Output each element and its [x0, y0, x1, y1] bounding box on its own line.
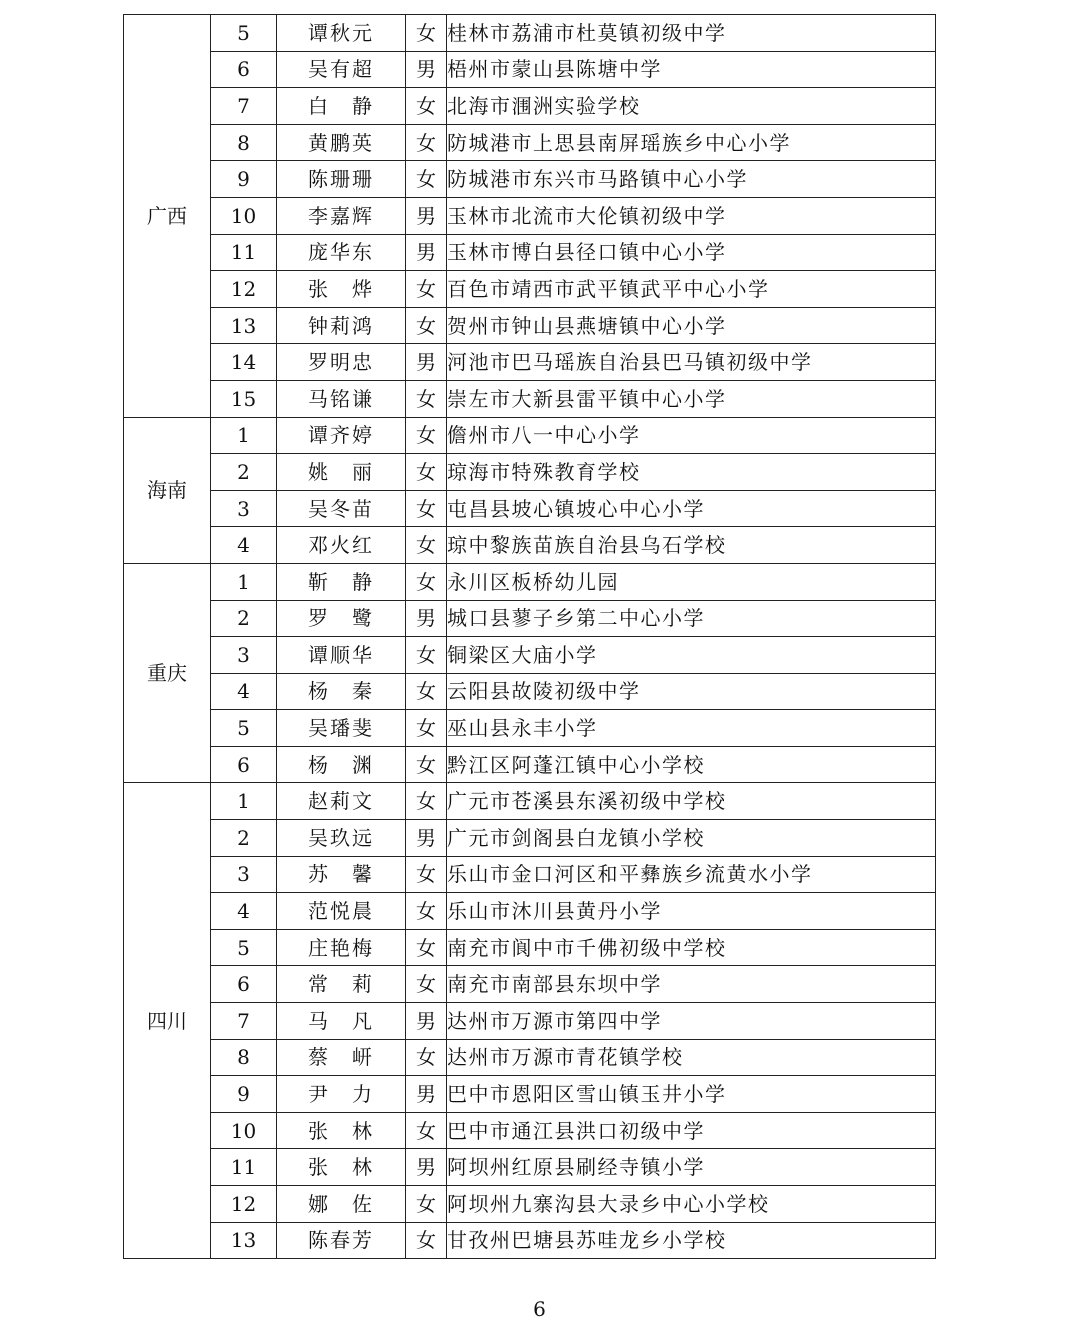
gender: 女: [406, 527, 447, 564]
row-number: 6: [211, 966, 277, 1003]
school-name: 云阳县故陵初级中学: [447, 673, 936, 710]
teacher-name: 李嘉辉: [277, 197, 406, 234]
row-number: 7: [211, 1003, 277, 1040]
gender: 女: [406, 124, 447, 161]
gender: 男: [406, 1149, 447, 1186]
gender: 女: [406, 88, 447, 125]
gender: 女: [406, 563, 447, 600]
row-number: 15: [211, 380, 277, 417]
school-name: 琼中黎族苗族自治县乌石学校: [447, 527, 936, 564]
school-name: 百色市靖西市武平镇武平中心小学: [447, 271, 936, 308]
gender: 女: [406, 1222, 447, 1259]
table-row: [124, 1003, 936, 1040]
teacher-name: 赵莉文: [277, 783, 406, 820]
school-name: 贺州市钟山县燕塘镇中心小学: [447, 307, 936, 344]
table-row: [124, 1222, 936, 1259]
table-row: [124, 88, 936, 125]
province-cell: 重庆: [124, 563, 211, 783]
school-name: 甘孜州巴塘县苏哇龙乡小学校: [447, 1222, 936, 1259]
row-number: 7: [211, 88, 277, 125]
school-name: 崇左市大新县雷平镇中心小学: [447, 380, 936, 417]
roster-body: [124, 15, 936, 1259]
table-row: [124, 710, 936, 747]
school-name: 防城港市上思县南屏瑶族乡中心小学: [447, 124, 936, 161]
table-row: [124, 929, 936, 966]
table-row: [124, 856, 936, 893]
teacher-name: 谭顺华: [277, 637, 406, 674]
row-number: 8: [211, 124, 277, 161]
table-row: [124, 271, 936, 308]
table-row: [124, 1112, 936, 1149]
row-number: 13: [211, 1222, 277, 1259]
row-number: 3: [211, 637, 277, 674]
school-name: 儋州市八一中心小学: [447, 417, 936, 454]
row-number: 14: [211, 344, 277, 381]
row-number: 2: [211, 820, 277, 857]
table-row: [124, 673, 936, 710]
teacher-name: 娜 佐: [277, 1186, 406, 1223]
row-number: 9: [211, 1076, 277, 1113]
teacher-name: 马铭谦: [277, 380, 406, 417]
row-number: 1: [211, 417, 277, 454]
row-number: 12: [211, 271, 277, 308]
table-row: [124, 1149, 936, 1186]
school-name: 南充市南部县东坝中学: [447, 966, 936, 1003]
gender: 女: [406, 929, 447, 966]
table-row: [124, 197, 936, 234]
school-name: 屯昌县坡心镇坡心中心小学: [447, 490, 936, 527]
gender: 男: [406, 51, 447, 88]
table-row: [124, 51, 936, 88]
gender: 男: [406, 197, 447, 234]
province-cell: 广西: [124, 15, 211, 418]
school-name: 北海市涠洲实验学校: [447, 88, 936, 125]
teacher-name: 马 凡: [277, 1003, 406, 1040]
school-name: 防城港市东兴市马路镇中心小学: [447, 161, 936, 198]
gender: 女: [406, 783, 447, 820]
gender: 女: [406, 637, 447, 674]
school-name: 桂林市荔浦市杜莫镇初级中学: [447, 15, 936, 52]
gender: 女: [406, 15, 447, 52]
row-number: 10: [211, 197, 277, 234]
school-name: 巴中市通江县洪口初级中学: [447, 1112, 936, 1149]
row-number: 3: [211, 856, 277, 893]
row-number: 12: [211, 1186, 277, 1223]
table-row: [124, 454, 936, 491]
teacher-name: 蔡 岍: [277, 1039, 406, 1076]
teacher-name: 谭齐婷: [277, 417, 406, 454]
row-number: 4: [211, 893, 277, 930]
gender: 男: [406, 600, 447, 637]
row-number: 1: [211, 563, 277, 600]
gender: 男: [406, 344, 447, 381]
province-cell: 四川: [124, 783, 211, 1259]
table-row: [124, 966, 936, 1003]
row-number: 4: [211, 673, 277, 710]
table-row: [124, 344, 936, 381]
row-number: 5: [211, 710, 277, 747]
row-number: 5: [211, 929, 277, 966]
row-number: 8: [211, 1039, 277, 1076]
row-number: 6: [211, 51, 277, 88]
gender: 女: [406, 1186, 447, 1223]
province-cell: 海南: [124, 417, 211, 563]
teacher-name: 白 静: [277, 88, 406, 125]
teacher-name: 黄鹏英: [277, 124, 406, 161]
row-number: 5: [211, 15, 277, 52]
gender: 女: [406, 271, 447, 308]
gender: 女: [406, 856, 447, 893]
page-number: 6: [533, 1297, 546, 1321]
row-number: 2: [211, 600, 277, 637]
table-row: [124, 746, 936, 783]
school-name: 梧州市蒙山县陈塘中学: [447, 51, 936, 88]
gender: 男: [406, 1003, 447, 1040]
school-name: 广元市剑阁县白龙镇小学校: [447, 820, 936, 857]
gender: 女: [406, 1039, 447, 1076]
row-number: 4: [211, 527, 277, 564]
teacher-name: 吴冬苗: [277, 490, 406, 527]
gender: 女: [406, 417, 447, 454]
table-row: [124, 124, 936, 161]
row-number: 10: [211, 1112, 277, 1149]
teacher-name: 谭秋元: [277, 15, 406, 52]
table-row: [124, 1039, 936, 1076]
teacher-name: 罗明忠: [277, 344, 406, 381]
table-row: [124, 490, 936, 527]
row-number: 6: [211, 746, 277, 783]
teacher-name: 陈春芳: [277, 1222, 406, 1259]
teacher-name: 邓火红: [277, 527, 406, 564]
teacher-name: 范悦晨: [277, 893, 406, 930]
school-name: 城口县蓼子乡第二中心小学: [447, 600, 936, 637]
school-name: 黔江区阿蓬江镇中心小学校: [447, 746, 936, 783]
teacher-name: 吴玖远: [277, 820, 406, 857]
gender: 男: [406, 234, 447, 271]
gender: 女: [406, 380, 447, 417]
table-row: [124, 527, 936, 564]
table-row: [124, 783, 936, 820]
table-row: [124, 380, 936, 417]
gender: 女: [406, 307, 447, 344]
teacher-name: 吴璠斐: [277, 710, 406, 747]
teacher-name: 庞华东: [277, 234, 406, 271]
table-row: [124, 893, 936, 930]
school-name: 乐山市沐川县黄丹小学: [447, 893, 936, 930]
teacher-name: 吴有超: [277, 51, 406, 88]
teacher-name: 姚 丽: [277, 454, 406, 491]
teacher-name: 庄艳梅: [277, 929, 406, 966]
table-row: [124, 15, 936, 52]
teacher-name: 靳 静: [277, 563, 406, 600]
row-number: 2: [211, 454, 277, 491]
table-row: [124, 637, 936, 674]
gender: 女: [406, 966, 447, 1003]
gender: 女: [406, 161, 447, 198]
table-row: [124, 161, 936, 198]
school-name: 达州市万源市第四中学: [447, 1003, 936, 1040]
gender: 女: [406, 746, 447, 783]
school-name: 琼海市特殊教育学校: [447, 454, 936, 491]
gender: 男: [406, 1076, 447, 1113]
table-row: [124, 1076, 936, 1113]
table-row: [124, 417, 936, 454]
school-name: 阿坝州九寨沟县大录乡中心小学校: [447, 1186, 936, 1223]
row-number: 11: [211, 1149, 277, 1186]
teacher-name: 杨 渊: [277, 746, 406, 783]
table-row: [124, 600, 936, 637]
teacher-name: 张 林: [277, 1149, 406, 1186]
teacher-name: 钟莉鸿: [277, 307, 406, 344]
row-number: 9: [211, 161, 277, 198]
school-name: 达州市万源市青花镇学校: [447, 1039, 936, 1076]
school-name: 阿坝州红原县刷经寺镇小学: [447, 1149, 936, 1186]
teacher-name: 张 林: [277, 1112, 406, 1149]
row-number: 11: [211, 234, 277, 271]
teacher-name: 张 烨: [277, 271, 406, 308]
teacher-name: 苏 馨: [277, 856, 406, 893]
teacher-name: 尹 力: [277, 1076, 406, 1113]
table-row: [124, 234, 936, 271]
gender: 女: [406, 490, 447, 527]
school-name: 永川区板桥幼儿园: [447, 563, 936, 600]
school-name: 巴中市恩阳区雪山镇玉井小学: [447, 1076, 936, 1113]
row-number: 3: [211, 490, 277, 527]
table-row: [124, 563, 936, 600]
table-row: [124, 1186, 936, 1223]
teacher-name: 常 莉: [277, 966, 406, 1003]
row-number: 13: [211, 307, 277, 344]
teacher-name: 杨 秦: [277, 673, 406, 710]
gender: 女: [406, 454, 447, 491]
table-row: [124, 820, 936, 857]
teacher-name: 陈珊珊: [277, 161, 406, 198]
row-number: 1: [211, 783, 277, 820]
school-name: 巫山县永丰小学: [447, 710, 936, 747]
roster-table: [123, 14, 936, 1259]
gender: 女: [406, 1112, 447, 1149]
gender: 女: [406, 893, 447, 930]
gender: 女: [406, 673, 447, 710]
table-row: [124, 307, 936, 344]
gender: 女: [406, 710, 447, 747]
school-name: 乐山市金口河区和平彝族乡流黄水小学: [447, 856, 936, 893]
school-name: 玉林市北流市大伦镇初级中学: [447, 197, 936, 234]
school-name: 河池市巴马瑶族自治县巴马镇初级中学: [447, 344, 936, 381]
school-name: 铜梁区大庙小学: [447, 637, 936, 674]
school-name: 南充市阆中市千佛初级中学校: [447, 929, 936, 966]
teacher-name: 罗 鹭: [277, 600, 406, 637]
school-name: 玉林市博白县径口镇中心小学: [447, 234, 936, 271]
school-name: 广元市苍溪县东溪初级中学校: [447, 783, 936, 820]
gender: 男: [406, 820, 447, 857]
